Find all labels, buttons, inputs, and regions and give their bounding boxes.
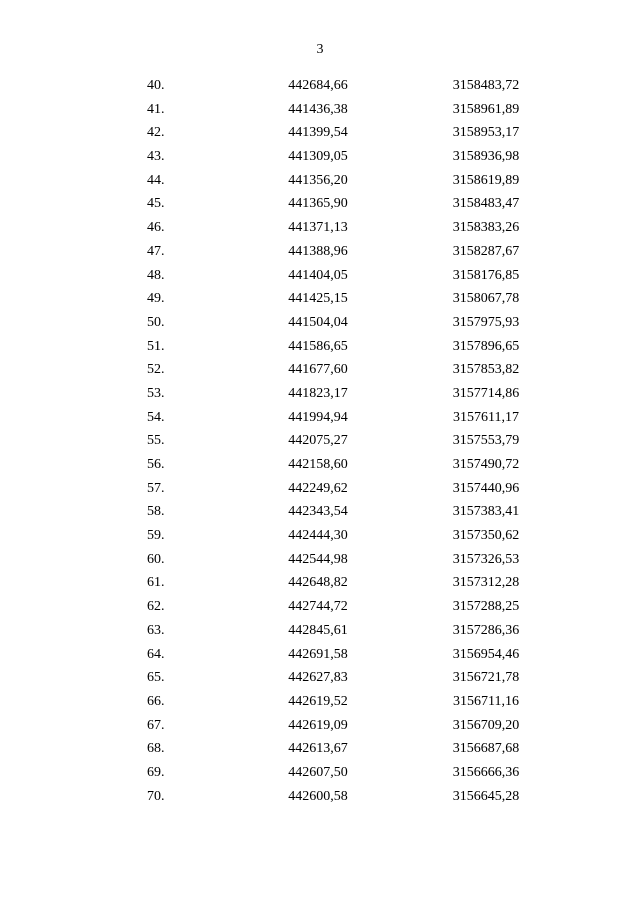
coordinate-y: 3157975,93	[452, 314, 520, 330]
coordinate-x: 442249,62	[288, 480, 348, 496]
point-number: 66.	[147, 693, 165, 709]
coordinate-y: 3158287,67	[452, 243, 520, 259]
coordinate-x: 442845,61	[288, 622, 348, 638]
coordinate-y: 3156711,16	[453, 693, 519, 709]
point-number: 50.	[147, 314, 165, 330]
coordinate-y: 3156709,20	[452, 717, 520, 733]
point-number: 41.	[147, 101, 165, 117]
coordinate-x: 441823,17	[288, 385, 348, 401]
point-number: 59.	[147, 528, 165, 544]
coordinate-x: 441586,65	[288, 338, 348, 354]
page-number: 3	[316, 42, 324, 57]
point-number: 70.	[147, 788, 165, 804]
table-row	[0, 382, 640, 406]
point-number: 45.	[147, 196, 165, 212]
coordinate-y: 3157611,17	[453, 409, 519, 425]
coordinate-x: 441677,60	[288, 362, 348, 378]
table-row	[0, 264, 640, 288]
coordinate-y: 3156954,46	[452, 646, 520, 662]
coordinate-y: 3157286,36	[452, 622, 520, 638]
point-number: 43.	[147, 149, 165, 165]
point-number: 65.	[147, 670, 165, 686]
coordinate-x: 442158,60	[288, 457, 348, 472]
table-row	[0, 121, 640, 145]
coordinate-x: 441371,13	[288, 220, 348, 236]
coordinate-x: 442691,58	[288, 646, 348, 662]
coordinate-y: 3157490,72	[452, 457, 520, 472]
table-row	[0, 240, 640, 264]
coordinate-x: 442684,66	[288, 78, 348, 93]
coordinate-y: 3157312,28	[452, 575, 520, 591]
coordinate-x: 442627,83	[288, 670, 348, 686]
table-row	[0, 335, 640, 359]
coordinate-y: 3157288,25	[452, 599, 520, 615]
table-row	[0, 571, 640, 595]
coordinate-y: 3157896,65	[452, 338, 520, 354]
coordinate-y: 3158961,89	[452, 101, 520, 117]
coordinate-x: 442075,27	[288, 433, 348, 449]
coordinate-y: 3156721,78	[452, 670, 520, 686]
table-row	[0, 524, 640, 548]
coordinate-y: 3156687,68	[452, 741, 520, 757]
table-row	[0, 619, 640, 643]
table-row	[0, 761, 640, 785]
coordinate-y: 3158953,17	[452, 125, 520, 141]
table-row	[0, 785, 640, 809]
point-number: 53.	[147, 385, 165, 401]
coordinate-y: 3156645,28	[452, 788, 520, 804]
point-number: 48.	[147, 267, 165, 283]
point-number: 67.	[147, 717, 165, 733]
table-row	[0, 690, 640, 714]
point-number: 60.	[147, 551, 165, 567]
point-number: 64.	[147, 646, 165, 662]
coordinate-y: 3156666,36	[452, 764, 520, 780]
table-row	[0, 714, 640, 738]
coordinate-y: 3157714,86	[452, 385, 520, 401]
coordinate-y: 3158176,85	[452, 267, 520, 283]
coordinate-y: 3158483,47	[452, 196, 520, 212]
coordinate-y: 3157440,96	[452, 480, 520, 496]
point-number: 46.	[147, 220, 165, 236]
coordinate-x: 441404,05	[288, 267, 348, 283]
coordinate-x: 441425,15	[288, 291, 348, 307]
point-number: 58.	[147, 504, 165, 520]
table-row	[0, 453, 640, 477]
coordinate-x: 441356,20	[288, 172, 348, 188]
coordinate-y: 3158483,72	[452, 78, 520, 93]
point-number: 49.	[147, 291, 165, 307]
coordinate-y: 3158067,78	[452, 291, 520, 307]
coordinate-x: 441365,90	[288, 196, 348, 212]
coordinates-table	[0, 74, 640, 808]
coordinate-x: 442648,82	[288, 575, 348, 591]
table-row	[0, 643, 640, 667]
point-number: 62.	[147, 599, 165, 615]
coordinate-y: 3157383,41	[452, 504, 520, 520]
table-row	[0, 358, 640, 382]
table-row	[0, 429, 640, 453]
coordinate-x: 441399,54	[288, 125, 348, 141]
table-row	[0, 74, 640, 98]
table-row	[0, 192, 640, 216]
table-row	[0, 145, 640, 169]
point-number: 56.	[147, 457, 165, 472]
coordinate-x: 441436,38	[288, 101, 348, 117]
table-row	[0, 548, 640, 572]
coordinate-y: 3158936,98	[452, 149, 520, 165]
table-row	[0, 477, 640, 501]
coordinate-y: 3158619,89	[452, 172, 520, 188]
point-number: 51.	[147, 338, 165, 354]
coordinate-x: 442544,98	[288, 551, 348, 567]
point-number: 40.	[147, 78, 165, 93]
table-row	[0, 500, 640, 524]
table-row	[0, 216, 640, 240]
coordinate-x: 442444,30	[288, 528, 348, 544]
point-number: 52.	[147, 362, 165, 378]
point-number: 47.	[147, 243, 165, 259]
coordinate-y: 3158383,26	[452, 220, 520, 236]
coordinate-x: 442343,54	[288, 504, 348, 520]
point-number: 63.	[147, 622, 165, 638]
coordinate-y: 3157326,53	[452, 551, 520, 567]
coordinate-x: 441994,94	[288, 409, 348, 425]
coordinate-x: 441504,04	[288, 314, 348, 330]
coordinate-x: 442607,50	[288, 764, 348, 780]
table-row	[0, 406, 640, 430]
point-number: 42.	[147, 125, 165, 141]
coordinate-x: 442613,67	[288, 741, 348, 757]
coordinate-y: 3157553,79	[452, 433, 520, 449]
point-number: 61.	[147, 575, 165, 591]
point-number: 44.	[147, 172, 165, 188]
table-row	[0, 311, 640, 335]
coordinate-x: 442744,72	[288, 599, 348, 615]
coordinate-y: 3157853,82	[452, 362, 520, 378]
table-row	[0, 666, 640, 690]
table-row	[0, 595, 640, 619]
coordinate-x: 441388,96	[288, 243, 348, 259]
table-row	[0, 737, 640, 761]
table-row	[0, 169, 640, 193]
table-row	[0, 287, 640, 311]
coordinate-y: 3157350,62	[452, 528, 520, 544]
coordinate-x: 442600,58	[288, 788, 348, 804]
point-number: 69.	[147, 764, 165, 780]
point-number: 57.	[147, 480, 165, 496]
point-number: 55.	[147, 433, 165, 449]
coordinate-x: 442619,52	[288, 693, 348, 709]
coordinate-x: 441309,05	[288, 149, 348, 165]
point-number: 68.	[147, 741, 165, 757]
coordinate-x: 442619,09	[288, 717, 348, 733]
point-number: 54.	[147, 409, 165, 425]
table-row	[0, 98, 640, 122]
